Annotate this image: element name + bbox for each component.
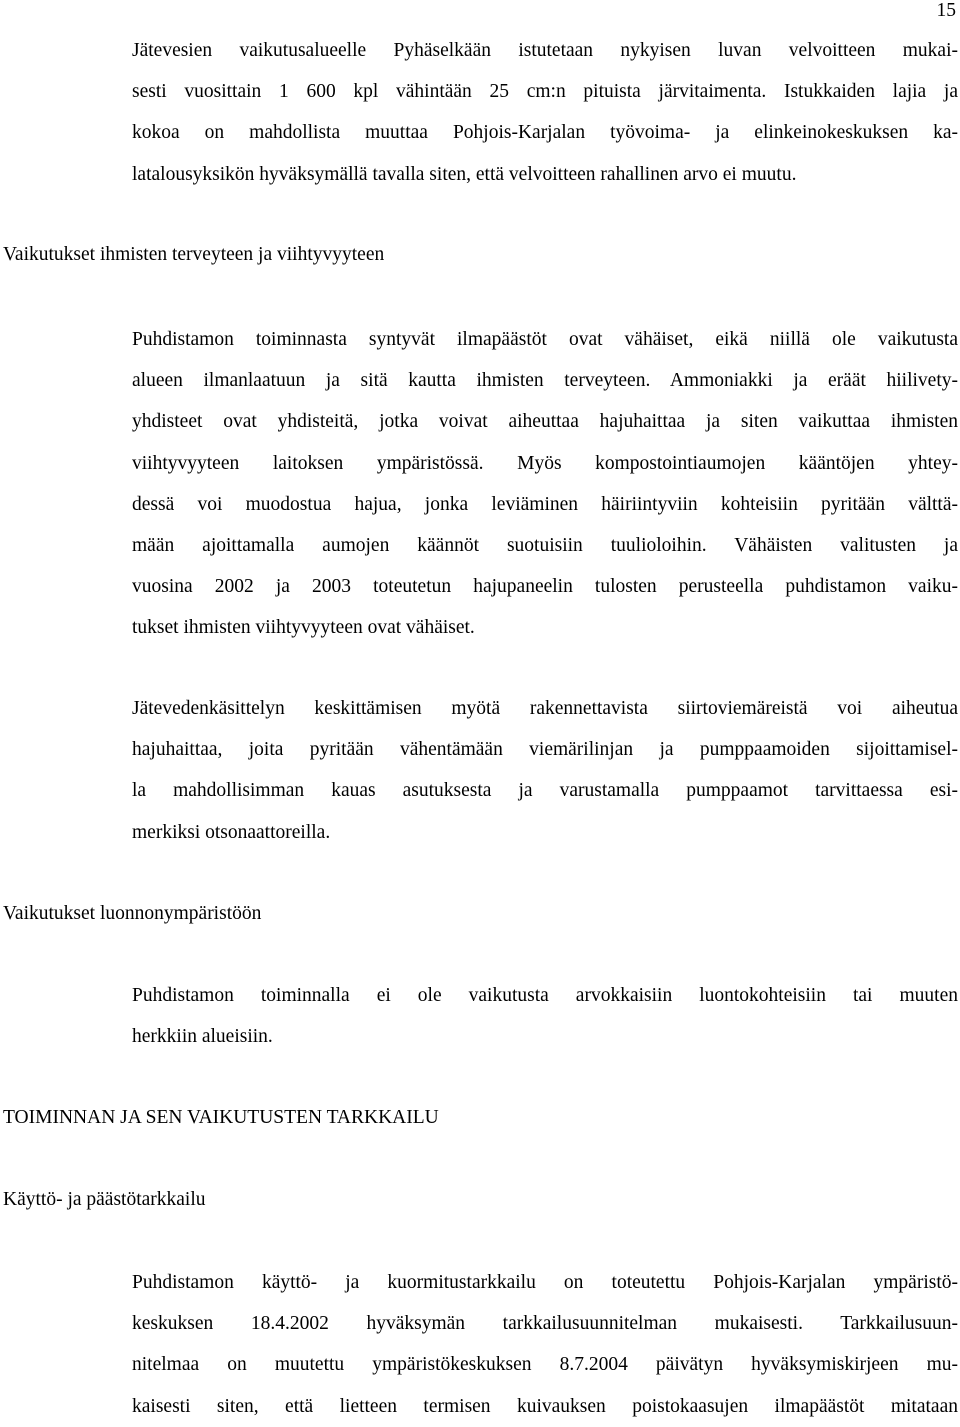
paragraph-monitoring-plan [132,1262,958,1427]
text-line: latalousyksikön hyväksymällä tavalla siten, että velvoitteen rahallinen arvo ei muutu. [132,163,797,185]
text-line: nitelmaa on muutettu ympäristökeskuksen 8.7.2004 päivätyn hyväksymiskirjeen mu- [132,1354,958,1376]
heading-monitoring: TOIMINNAN JA SEN VAIKUTUSTEN TARKKAILU [3,1107,439,1128]
page-number: 15 [936,0,956,21]
text-line: keskuksen 18.4.2002 hyväksymän tarkkailusuunnitelman mukaisesti. Tarkkailusuun- [132,1313,958,1335]
text-line: mään ajoittamalla aumojen käännöt suotuisiin tuulioloihin. Vähäisten valitusten ja [132,535,958,557]
paragraph-fish-stocking [132,30,958,195]
text-line: merkiksi otsonaattoreilla. [132,821,331,843]
paragraph-air-emissions [132,319,958,649]
text-line: alueen ilmanlaatuun ja sitä kautta ihmisten terveyteen. Ammoniakki ja eräät hiilivety- [132,370,958,392]
text-line: tukset ihmisten viihtyvyyteen ovat vähäiset. [132,617,475,639]
heading-health-effects: Vaikutukset ihmisten terveyteen ja viihtyvyyteen [3,244,385,265]
text-line: sesti vuosittain 1 600 kpl vähintään 25 cm:n pituista järvitaimenta. Istukkaiden lajia ja [132,81,958,103]
text-line: kaisesti siten, että lietteen termisen kuivauksen poistokaasujen ilmapäästöt mitataan [132,1395,958,1417]
paragraph-nature-sites [132,975,958,1057]
text-line: Jätevesien vaikutusalueelle Pyhäselkään istutetaan nykyisen luvan velvoitteen mukai- [132,40,958,61]
heading-nature-effects: Vaikutukset luonnonympäristöön [3,903,262,924]
text-line: yhdisteet ovat yhdisteitä, jotka voivat aiheuttaa hajuhaittaa ja siten vaikuttaa ihmisten [132,411,958,433]
text-line: Puhdistamon toiminnalla ei ole vaikutusta arvokkaisiin luontokohteisiin tai muuten [132,985,958,1006]
text-line: vuosina 2002 ja 2003 toteutetun hajupaneelin tulosten perusteella puhdistamon vaiku- [132,576,958,598]
text-line: Puhdistamon toiminnasta syntyvät ilmapäästöt ovat vähäiset, eikä niillä ole vaikutusta [132,329,958,350]
paragraph-sewer-odour [132,688,958,853]
text-line: viihtyvyyteen laitoksen ympäristössä. Myös kompostointiaumojen kääntöjen yhtey- [132,452,958,474]
heading-operation-monitoring: Käyttö- ja päästötarkkailu [3,1189,206,1210]
text-line: Puhdistamon käyttö- ja kuormitustarkkailu on toteutettu Pohjois-Karjalan ympäristö- [132,1272,958,1293]
text-line: Jätevedenkäsittelyn keskittämisen myötä rakennettavista siirtoviemäreistä voi aiheutua [132,698,958,719]
text-line: herkkiin alueisiin. [132,1026,273,1048]
text-line: hajuhaittaa, joita pyritään vähentämään viemärilinjan ja pumppaamoiden sijoittamisel- [132,739,958,761]
text-line: dessä voi muodostua hajua, jonka leviäminen häiriintyviin kohteisiin pyritään välttä- [132,493,958,515]
text-line: la mahdollisimman kauas asutuksesta ja varustamalla pumppaamot tarvittaessa esi- [132,780,958,802]
text-line: kokoa on mahdollista muuttaa Pohjois-Karjalan työvoima- ja elinkeinokeskuksen ka- [132,122,958,144]
